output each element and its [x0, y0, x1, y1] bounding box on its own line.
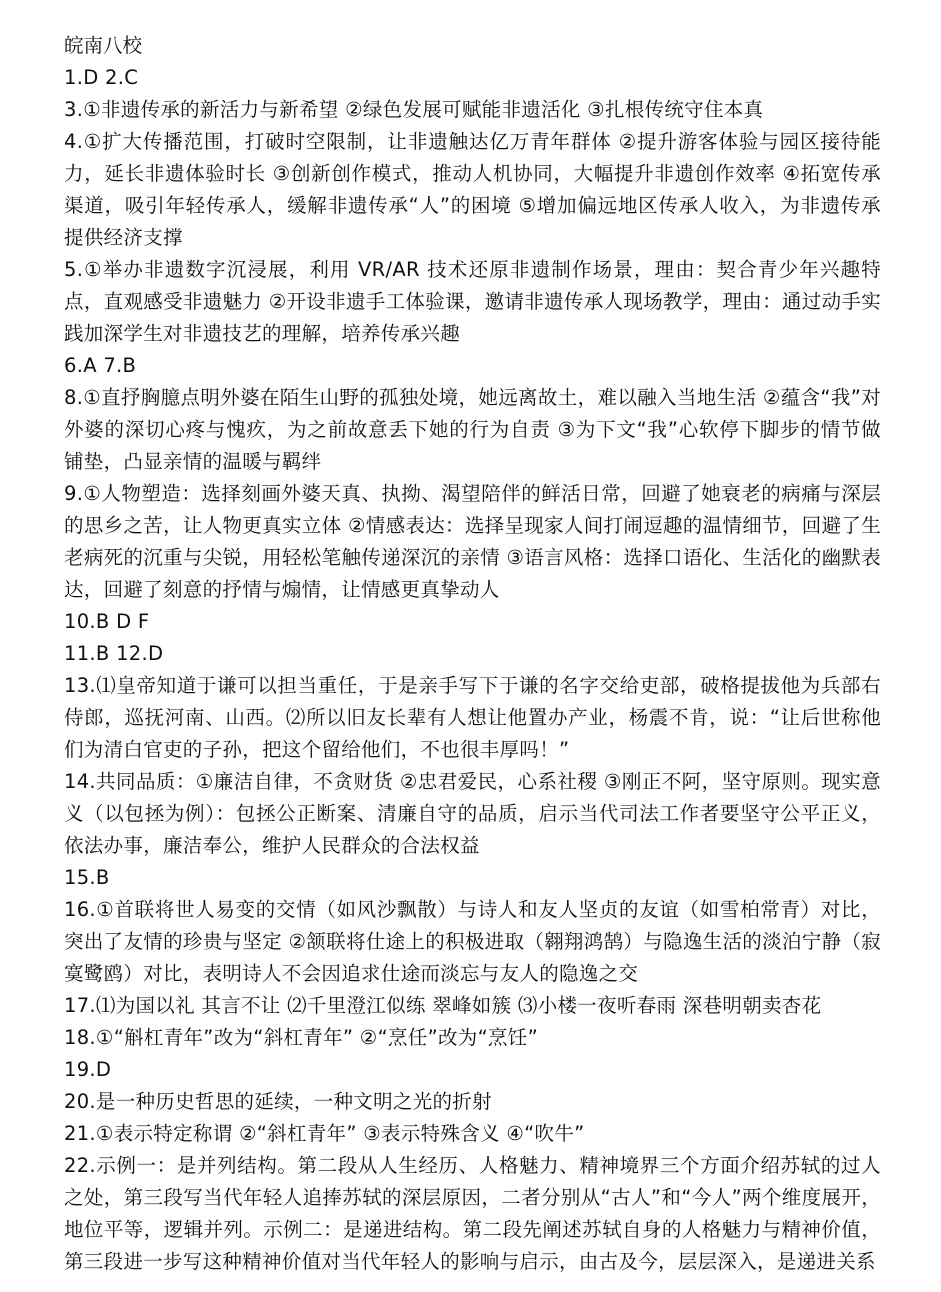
answer-item: 19.D — [64, 1058, 112, 1081]
answer-item: 17.⑴为国以礼 其言不让 ⑵千里澄江似练 翠峰如簇 ⑶小楼一夜听春雨 深巷明朝卖杏花 — [64, 994, 822, 1017]
answer-item: 21.①表示特定称谓 ②“斜杠青年” ③表示特殊含义 ④“吹牛” — [64, 1122, 585, 1145]
answer-item: 14.共同品质：①廉洁自律，不贪财货 ②忠君爱民，心系社稷 ③刚正不阿，坚守原则。现实意义（以包拯为例）：包拯公正断案、清廉自守的品质，启示当代司法工作者要坚守公平正义，依法办事，廉洁奉公，维护人民群众的合法权益 — [64, 770, 881, 857]
answer-item: 16.①首联将世人易变的交情（如风沙飘散）与诗人和友人坚贞的友谊（如雪柏常青）对比，突出了友情的珍贵与坚定 ②颔联将仕途上的积极进取（翱翔鸿鹄）与隐逸生活的淡泊宁静（寂寞鹭鸥）对比，表明诗人不会因追求仕途而淡忘与友人的隐逸之交 — [64, 898, 881, 985]
document-title: 皖南八校 — [64, 34, 143, 57]
answer-item: 15.B — [64, 866, 110, 889]
answer-list — [64, 62, 881, 1278]
answer-item: 22.示例一：是并列结构。第二段从人生经历、人格魅力、精神境界三个方面介绍苏轼的过人之处，第三段写当代年轻人追捧苏轼的深层原因，二者分别从“古人”和“今人”两个维度展开，地位平等，逻辑并列。示例二：是递进结构。第二段先阐述苏轼自身的人格魅力与精神价值，第三段进一步写这种精神价值对当代年轻人的影响与启示，由古及今，层层深入，是递进关系 — [64, 1154, 881, 1273]
answer-item: 8.①直抒胸臆点明外婆在陌生山野的孤独处境，她远离故土，难以融入当地生活 ②蕴含“我”对外婆的深切心疼与愧疚，为之前故意丢下她的行为自责 ③为下文“我”心软停下脚步的情节做铺垫，凸显亲情的温暖与羁绊 — [64, 386, 881, 473]
answer-item: 1.D 2.C — [64, 66, 139, 89]
answer-item: 4.①扩大传播范围，打破时空限制，让非遗触达亿万青年群体 ②提升游客体验与园区接待能力，延长非遗体验时长 ③创新创作模式，推动人机协同，大幅提升非遗创作效率 ④拓宽传承渠道，吸引年轻传承人，缓解非遗传承“人”的困境 ⑤增加偏远地区传承人收入，为非遗传承提供经济支撑 — [64, 130, 881, 249]
answer-item: 13.⑴皇帝知道于谦可以担当重任，于是亲手写下于谦的名字交给吏部，破格提拔他为兵部右侍郎，巡抚河南、山西。⑵所以旧友长辈有人想让他置办产业，杨震不肯，说：“让后世称他们为清白官吏的子孙，把这个留给他们，不也很丰厚吗！” — [64, 674, 881, 761]
answer-item: 9.①人物塑造：选择刻画外婆天真、执拗、渴望陪伴的鲜活日常，回避了她衰老的病痛与深层的思乡之苦，让人物更真实立体 ②情感表达：选择呈现家人间打闹逗趣的温情细节，回避了生老病死的沉重与尖锐，用轻松笔触传递深沉的亲情 ③语言风格：选择口语化、生活化的幽默表达，回避了刻意的抒情与煽情，让情感更真挚动人 — [64, 482, 881, 601]
answer-item: 18.①“斛杠青年”改为“斜杠青年” ②“烹任”改为“烹饪” — [64, 1026, 538, 1049]
answer-item: 3.①非遗传承的新活力与新希望 ②绿色发展可赋能非遗活化 ③扎根传统守住本真 — [64, 98, 764, 121]
answer-item: 5.①举办非遗数字沉浸展，利用 VR/AR 技术还原非遗制作场景，理由：契合青少年兴趣特点，直观感受非遗魅力 ②开设非遗手工体验课，邀请非遗传承人现场教学，理由：通过动手实践加深学生对非遗技艺的理解，培养传承兴趣 — [64, 258, 881, 345]
answer-item: 10.B D F — [64, 610, 150, 633]
answer-item: 11.B 12.D — [64, 642, 164, 665]
answer-item: 20.是一种历史哲思的延续，一种文明之光的折射 — [64, 1090, 492, 1113]
answer-item: 6.A 7.B — [64, 354, 137, 377]
